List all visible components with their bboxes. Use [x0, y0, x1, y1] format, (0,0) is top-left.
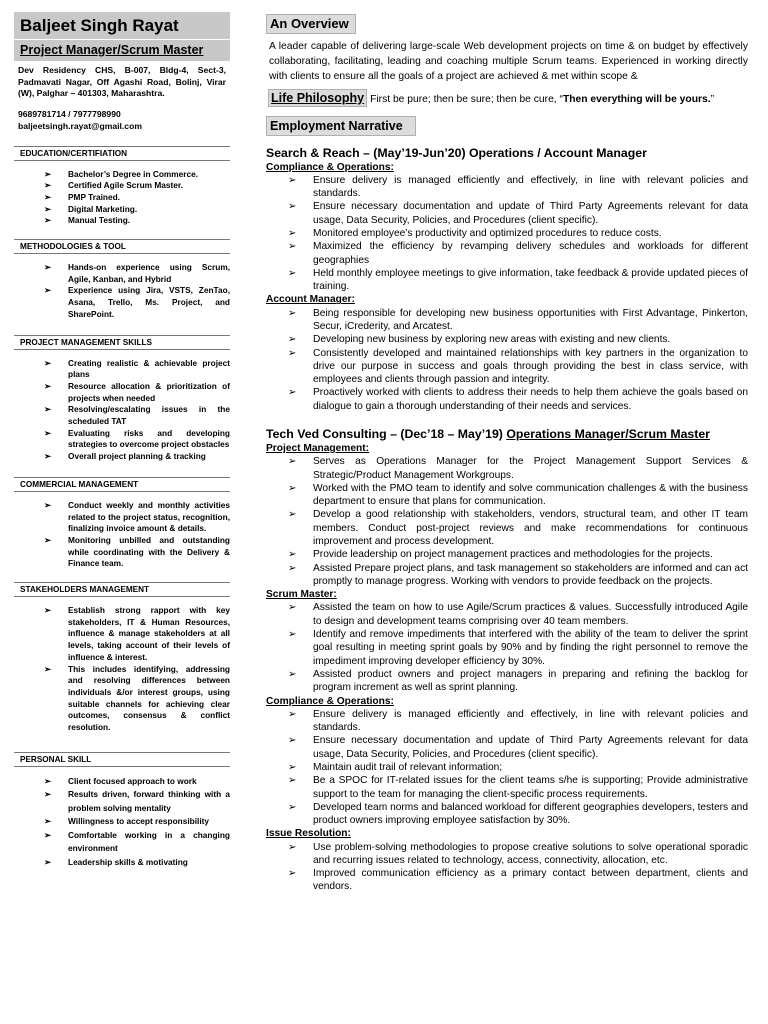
- list-item: [288, 347, 748, 387]
- arrow-bullet-icon: ➢: [288, 841, 297, 853]
- item-text: Worked with the PMO team to identify and solve communication challenges & with the business department to ensure that plans for communication.: [313, 482, 748, 508]
- list-item: [288, 761, 748, 774]
- item-text: Developed team norms and balanced workload for different geographies developers, testers and product owners improving employee satisfaction by 30%.: [313, 801, 748, 827]
- overview-text: A leader capable of delivering large-scale Web development projects on time & on budget by effectively collaborating, facilitating, leading and coaching multiple Scrum teams. Experienced in working directly with clients to ensure all the goals of a project are achieved & met within scope &: [269, 41, 748, 83]
- arrow-bullet-icon: ➢: [44, 262, 51, 273]
- list-item: [44, 180, 230, 192]
- item-text: Willingness to accept responsibility: [68, 816, 210, 827]
- list-item: [44, 788, 230, 815]
- arrow-bullet-icon: ➢: [288, 801, 297, 813]
- arrow-bullet-icon: ➢: [288, 387, 297, 399]
- arrow-bullet-icon: ➢: [288, 602, 297, 614]
- issue-resolution-list: [266, 841, 748, 894]
- item-text: Identify and remove impediments that interfered with the ability of the team to deliver the sprint goal resulting in meeting sprint goals by 90% and by finding the right personnel to remove the impediment improving developer efficiency by 30%.: [313, 629, 748, 667]
- arrow-bullet-icon: ➢: [44, 775, 51, 786]
- item-text: Resource allocation & prioritization of projects when needed: [68, 380, 230, 403]
- item-text: Manual Testing.: [68, 215, 131, 226]
- list-item: [44, 404, 230, 427]
- item-text: Establish strong rapport with key stakeholders, IT & Human Resources, influence & manage stakeholders at all levels, taking account of their levels of influence & interest.: [68, 605, 230, 662]
- arrow-bullet-icon: ➢: [288, 267, 297, 279]
- arrow-bullet-icon: ➢: [44, 605, 51, 616]
- email: baljeetsingh.rayat@gmail.com: [18, 120, 142, 131]
- section-heading: METHODOLOGIES & TOOL: [14, 239, 230, 254]
- item-text: Overall project planning & tracking: [68, 451, 206, 462]
- item-text: Assisted product owners and project managers in preparing and refining the backlog for program increment as well as sprint planning.: [313, 668, 748, 694]
- section-subheading: Account Manager:: [266, 294, 355, 306]
- list-item: [288, 386, 748, 413]
- arrow-bullet-icon: ➢: [44, 427, 51, 438]
- list-item: [44, 451, 230, 463]
- personal-skill-section: [14, 752, 230, 870]
- compliance-list-2: [266, 708, 748, 828]
- arrow-bullet-icon: ➢: [288, 307, 297, 319]
- arrow-bullet-icon: ➢: [288, 241, 297, 253]
- arrow-bullet-icon: ➢: [288, 201, 297, 213]
- list-item: [44, 664, 230, 734]
- list-item: [288, 200, 748, 227]
- company-name: Tech Ved Consulting – (Dec’18 – May’19): [266, 427, 507, 442]
- item-text: Conduct weekly and monthly activities related to the project status, recognition, finalizing invoice amount & details.: [68, 499, 230, 534]
- project-management-list: [266, 455, 748, 588]
- item-text: Experience using Jira, VSTS, ZenTao, Asana, Trello, Ms. Project, and SharePoint.: [68, 285, 230, 319]
- life-philosophy-heading: Life Philosophy: [268, 89, 367, 107]
- job-title-search-reach: Search & Reach – (May’19-Jun’20) Operations / Account Manager: [266, 145, 647, 160]
- list-item: [44, 285, 230, 320]
- section-heading: COMMERCIAL MANAGEMENT: [14, 477, 230, 492]
- section-heading: EDUCATION/CERTIFIATION: [14, 146, 230, 161]
- list-item: [44, 605, 230, 664]
- philosophy-bold: Then everything will be yours.: [562, 93, 711, 105]
- life-philosophy: [268, 89, 748, 108]
- arrow-bullet-icon: ➢: [288, 509, 297, 521]
- phone: 9689781714 / 7977798990: [18, 108, 121, 119]
- commercial-section: [14, 477, 230, 570]
- arrow-bullet-icon: ➢: [288, 174, 297, 186]
- list-item: [288, 708, 748, 735]
- item-text: Held monthly employee meetings to give information, take feedback & provide updated pieces of training.: [313, 267, 748, 293]
- section-heading: PROJECT MANAGEMENT SKILLS: [14, 335, 230, 350]
- item-text: Bachelor’s Degree in Commerce.: [68, 168, 199, 179]
- arrow-bullet-icon: ➢: [44, 499, 51, 510]
- left-column: [14, 12, 230, 869]
- item-text: Creating realistic & achievable project plans: [68, 357, 230, 380]
- item-text: Maximized the efficiency by revamping delivery schedules and workloads for different geographies: [313, 241, 748, 266]
- item-text: Ensure delivery is managed efficiently and effectively, in line with relevant policies and standards.: [313, 708, 748, 734]
- arrow-bullet-icon: ➢: [288, 735, 297, 747]
- stakeholders-list: [14, 605, 230, 734]
- item-text: PMP Trained.: [68, 191, 120, 202]
- item-text: Leadership skills & motivating: [68, 856, 188, 867]
- arrow-bullet-icon: ➢: [288, 228, 297, 239]
- title-banner: [14, 39, 230, 61]
- job-title-tech-ved: [266, 427, 748, 442]
- section-subheading: Scrum Master:: [266, 589, 337, 601]
- methodologies-list: [14, 262, 230, 321]
- section-subheading: Project Management:: [266, 443, 370, 455]
- list-item: [44, 775, 230, 789]
- section-subheading: Compliance & Operations:: [266, 695, 394, 707]
- list-item: [288, 174, 748, 201]
- item-text: This includes identifying, addressing and resolving differences between individuals &/or interest groups, using suitable channels for achieving clear outcomes, consensus & conflict resolution.: [68, 663, 230, 733]
- item-text: Digital Marketing.: [68, 203, 138, 214]
- arrow-bullet-icon: ➢: [288, 334, 297, 346]
- list-item: [288, 455, 748, 482]
- item-text: Results driven, forward thinking with a problem solving mentality: [68, 789, 230, 813]
- arrow-bullet-icon: ➢: [288, 549, 297, 561]
- arrow-bullet-icon: ➢: [44, 203, 51, 214]
- section-heading: STAKEHOLDERS MANAGEMENT: [14, 582, 230, 597]
- list-item: [288, 867, 748, 894]
- list-item: [288, 841, 748, 868]
- philosophy-text: First be pure; then be sure; then be cure, “: [370, 93, 563, 105]
- arrow-bullet-icon: ➢: [288, 868, 297, 880]
- item-text: Monitoring unbilled and outstanding while coordinating with the Delivery & Finance team.: [68, 534, 230, 569]
- arrow-bullet-icon: ➢: [44, 451, 51, 462]
- list-item: [44, 262, 230, 285]
- list-item: [288, 601, 748, 628]
- arrow-bullet-icon: ➢: [44, 380, 51, 391]
- list-item: [288, 307, 748, 334]
- list-item: [288, 801, 748, 828]
- name-banner: [14, 12, 230, 39]
- arrow-bullet-icon: ➢: [44, 856, 51, 867]
- list-item: [288, 628, 748, 668]
- candidate-name: Baljeet Singh Rayat: [20, 16, 179, 35]
- item-text: Resolving/escalating issues in the scheduled TAT: [68, 404, 230, 427]
- item-text: Improved communication efficiency as a primary contact between department, clients and vendors.: [313, 868, 748, 893]
- list-item: [44, 204, 230, 216]
- section-subheading: Issue Resolution:: [266, 828, 351, 840]
- compliance-list: [266, 174, 748, 294]
- methodologies-section: [14, 239, 230, 321]
- address: Dev Residency CHS, B-007, Bldg-4, Sect-3, Padmavati Nagar, Off Agashi Road, Bolinj, Virar (W), Palghar – 401303, Maharashtra.: [18, 65, 226, 98]
- arrow-bullet-icon: ➢: [44, 180, 51, 191]
- arrow-bullet-icon: ➢: [44, 285, 51, 296]
- item-text: Ensure delivery is managed efficiently and effectively, in line with relevant policies and standards.: [313, 174, 748, 200]
- list-item: [288, 774, 748, 801]
- arrow-bullet-icon: ➢: [288, 456, 297, 468]
- item-text: Ensure necessary documentation and update of Third Party Agreements relevant for data usage, Data Security, Policies, and Procedures (client specific).: [313, 201, 748, 226]
- list-item: [44, 815, 230, 829]
- item-text: Being responsible for developing new business opportunities with First Advantage, Pinkerton, Secur, iCrederity, and Arcatest.: [313, 307, 748, 332]
- item-text: Developing new business by exploring new areas with existing and new clients.: [313, 334, 671, 346]
- list-item: [44, 358, 230, 381]
- item-text: Consistently developed and maintained relationships with key partners in the organization to drive our purpose in success and goals through providing the best in class service, with employees and clients through passion and integrity.: [313, 347, 748, 386]
- item-text: Proactively worked with clients to address their needs to help them achieve the goals based on dialogue to gain a thorough understanding of their needs and services.: [313, 387, 748, 412]
- arrow-bullet-icon: ➢: [288, 775, 297, 787]
- item-text: Assisted the team on how to use Agile/Scrum practices & values. Successfully introduced Agile to design and development teams comprising over 40 team members.: [313, 602, 748, 627]
- employment-heading: Employment Narrative: [266, 116, 416, 136]
- item-text: Serves as Operations Manager for the Project Management Support Services & Strategic/Product Management Workgroups.: [313, 456, 748, 481]
- philosophy-end: ”: [710, 93, 715, 105]
- arrow-bullet-icon: ➢: [288, 708, 297, 720]
- arrow-bullet-icon: ➢: [44, 168, 51, 179]
- list-item: [44, 535, 230, 570]
- item-text: Monitored employee’s productivity and optimized procedures to reduce costs.: [313, 228, 662, 239]
- list-item: [288, 482, 748, 509]
- list-item: [44, 169, 230, 181]
- item-text: Client focused approach to work: [68, 775, 197, 786]
- arrow-bullet-icon: ➢: [44, 663, 51, 674]
- project-skills-section: [14, 335, 230, 463]
- list-item: [44, 215, 230, 227]
- arrow-bullet-icon: ➢: [288, 562, 297, 574]
- job-title: Project Manager/Scrum Master: [20, 43, 204, 57]
- list-item: [288, 668, 748, 695]
- arrow-bullet-icon: ➢: [44, 357, 51, 368]
- item-text: Maintain audit trail of relevant information;: [313, 761, 503, 773]
- account-manager-list: [266, 307, 748, 413]
- section-heading: PERSONAL SKILL: [14, 752, 230, 767]
- section-subheading: Compliance & Operations:: [266, 161, 394, 173]
- arrow-bullet-icon: ➢: [288, 761, 297, 773]
- list-item: [288, 508, 748, 548]
- item-text: Develop a good relationship with stakeholders, vendors, structural team, and other IT team members. Conduct post-project reviews and make recommendations for continuous improvement and process development.: [313, 509, 748, 548]
- arrow-bullet-icon: ➢: [44, 404, 51, 415]
- arrow-bullet-icon: ➢: [44, 534, 51, 545]
- item-text: Comfortable working in a changing environment: [68, 829, 230, 854]
- right-column: [266, 14, 748, 894]
- education-list: [14, 169, 230, 228]
- list-item: [44, 500, 230, 535]
- list-item: [288, 734, 748, 761]
- project-skills-list: [14, 358, 230, 463]
- item-text: Ensure necessary documentation and update of Third Party Agreements relevant for data usage, Data Security, Policies, and Procedures (client specific).: [313, 735, 748, 760]
- personal-skill-list: [14, 775, 230, 870]
- item-text: Assisted Prepare project plans, and task management so stakeholders are informed and can act promptly to manage progress. Working with vendors to provide feedback on the projects.: [313, 562, 748, 587]
- arrow-bullet-icon: ➢: [288, 482, 297, 494]
- item-text: Be a SPOC for IT-related issues for the client teams s/he is supporting; Provide administrative support to the team for managing the client-specific process requirements.: [313, 775, 748, 800]
- list-item: [288, 267, 748, 294]
- stakeholders-section: [14, 582, 230, 734]
- arrow-bullet-icon: ➢: [44, 789, 51, 800]
- list-item: [44, 428, 230, 451]
- item-text: Certified Agile Scrum Master.: [68, 180, 183, 191]
- company-role: Operations Manager/Scrum Master: [506, 427, 710, 442]
- arrow-bullet-icon: ➢: [44, 816, 51, 827]
- arrow-bullet-icon: ➢: [44, 215, 51, 226]
- list-item: [44, 192, 230, 204]
- overview-heading: An Overview: [266, 14, 356, 34]
- list-item: [288, 562, 748, 589]
- commercial-list: [14, 500, 230, 570]
- scrum-master-list: [266, 601, 748, 694]
- list-item: [288, 227, 748, 240]
- list-item: [288, 333, 748, 346]
- arrow-bullet-icon: ➢: [44, 191, 51, 202]
- education-section: [14, 146, 230, 228]
- arrow-bullet-icon: ➢: [288, 629, 297, 641]
- list-item: [44, 829, 230, 856]
- arrow-bullet-icon: ➢: [44, 829, 51, 840]
- list-item: [44, 381, 230, 404]
- list-item: [44, 856, 230, 870]
- item-text: Hands-on experience using Scrum, Agile, Kanban, and Hybrid: [68, 262, 230, 284]
- list-item: [288, 548, 748, 561]
- arrow-bullet-icon: ➢: [288, 347, 297, 359]
- item-text: Use problem-solving methodologies to propose creative solutions to solve operational sporadic and recurring issues related to technology, access, connectivity, allocation, etc.: [313, 841, 748, 866]
- list-item: [288, 240, 748, 267]
- arrow-bullet-icon: ➢: [288, 668, 297, 680]
- item-text: Provide leadership on project management practices and methodologies for the projects.: [313, 549, 713, 561]
- item-text: Evaluating risks and developing strategies to overcome project obstacles: [68, 427, 230, 450]
